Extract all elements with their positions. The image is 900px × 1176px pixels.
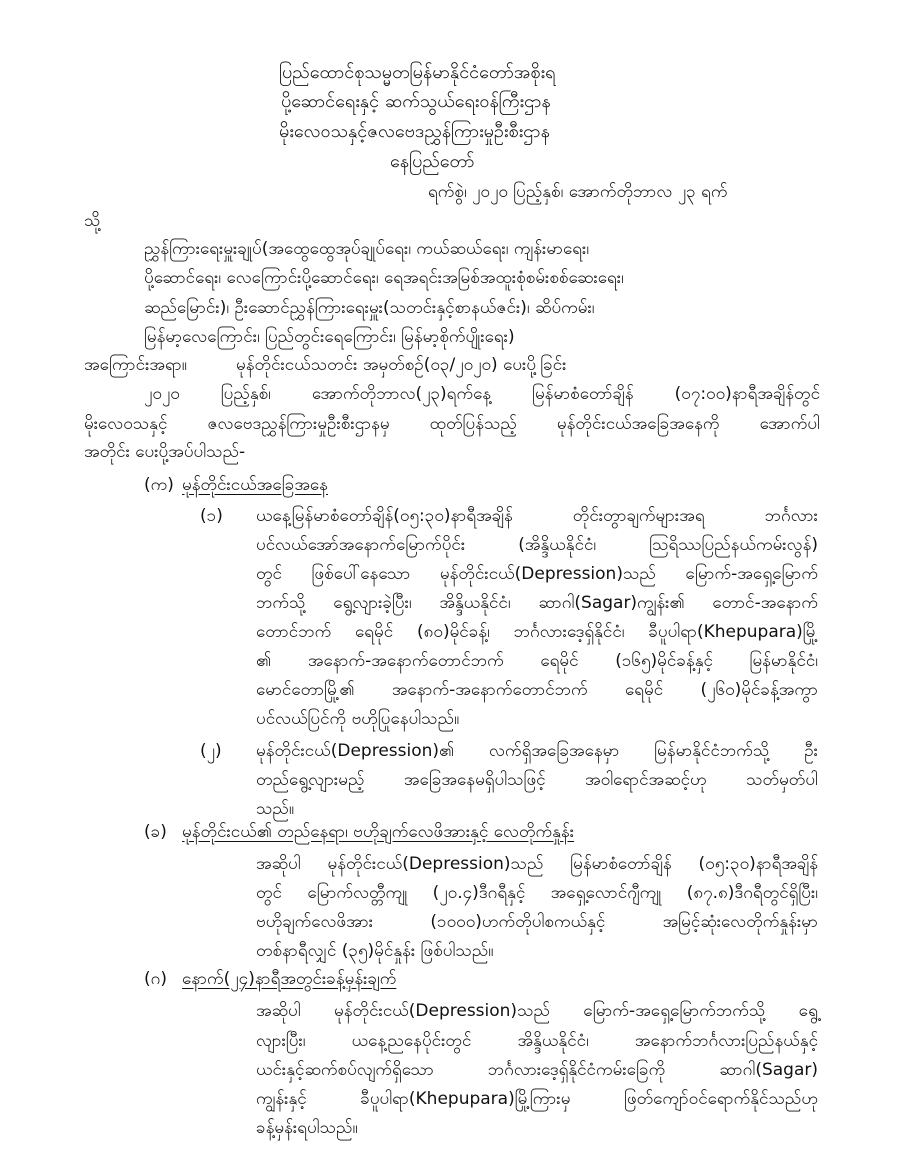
section-a-item1-line: တွင် ဖြစ်ပေါ်နေသော မုန်တိုင်းငယ်(Depression)သည် မြောက်-အရှေ့မြောက် [256, 564, 818, 584]
section-c-line: အဆိုပါ မုန်တိုင်းငယ်(Depression)သည် မြောက်-အရှေ့မြောက်ဘက်သို့ ရွေ့ [256, 1001, 818, 1021]
letterhead-line-2: ပို့ဆောင်ရေးနှင့် ဆက်သွယ်ရေးဝန်ကြီးဌာန [281, 91, 551, 112]
recipient-line-4: မြန်မာ့လေကြောင်း၊ ပြည်တွင်းရေကြောင်း၊ မြန်မာ့စိုက်ပျိုးရေး) [144, 327, 515, 347]
section-a-item2-line: တည်ရွေ့လျားမည့် အခြေအနေမရှိပါသဖြင့် အဝါရောင်အဆင့်ဟု သတ်မှတ်ပါ [256, 770, 818, 790]
subject-label: အကြောင်းအရာ။ [84, 355, 187, 375]
section-a-item1-number: (၁) [200, 506, 223, 526]
section-a-item1-line: ပင်လယ်အော်အနောက်မြောက်ပိုင်း (အိန္ဒိယနိုင်ငံ၊ ဩရိဿပြည်နယ်ကမ်းလွန်) [256, 535, 818, 555]
section-a-heading: မုန်တိုင်းငယ်အခြေအနေ [182, 475, 328, 495]
section-c-line: ခန့်မှန်းရပါသည်။ [256, 1118, 358, 1138]
section-c-line: ယင်းနှင့်ဆက်စပ်လျက်ရှိသော ဘင်္ဂလားဒေ့ရှ်နိုင်ငံကမ်းခြေကို ဆာဂါ(Sagar) [256, 1060, 818, 1080]
section-a-number: (က) [144, 475, 174, 495]
recipient-line-3: ဆည်မြောင်း)၊ ဦးဆောင်ညွှန်ကြားရေးမှူး(သတင်းနှင့်စာနယ်ဇင်း)၊ ဆိပ်ကမ်း၊ [144, 298, 595, 318]
intro-line-2: မိုးလေဝသနှင့် ဇလဗေဒညွှန်ကြားမှုဦးစီးဌာနမှ ထုတ်ပြန်သည့် မုန်တိုင်းငယ်အခြေအနေကို အောက်ပါ [84, 414, 820, 434]
letterhead-line-1: ပြည်ထောင်စုသမ္မတမြန်မာနိုင်ငံတော်အစိုးရ [279, 62, 556, 83]
section-b-line: တွင် မြောက်လတ္တီကျု (၂၀.၄)ဒီဂရီနှင့် အရှေ့လောင်ဂျီကျု (၈၇.၈)ဒီဂရီတွင်ရှိပြီး၊ [256, 883, 818, 903]
section-a-item1-line: မောင်တောမြို့၏ အနောက်-အနောက်တောင်ဘက် ရေမိုင် (၂၆၀)မိုင်ခန့်အကွာ [256, 680, 818, 700]
section-b-number: (ခ) [144, 822, 167, 842]
date-line: ရက်စွဲ၊ ၂၀၂၀ ပြည့်နှစ်၊ အောက်တိုဘာလ ၂၃ ရက် [428, 182, 728, 202]
recipient-line-1: ညွှန်ကြားရေးမှူးချုပ်(အထွေထွေအုပ်ချုပ်ရေး၊ ကယ်ဆယ်ရေး၊ ကျန်းမာရေး၊ [144, 239, 590, 259]
section-c-number: (ဂ) [144, 969, 167, 989]
section-a-item1-line: ၏ အနောက်-အနောက်တောင်ဘက် ရေမိုင် (၁၆၅)မိုင်ခန့်နှင့် မြန်မာနိုင်ငံ၊ [256, 651, 818, 671]
section-b-line: အဆိုပါ မုန်တိုင်းငယ်(Depression)သည် မြန်မာစံတော်ချိန် (၀၅:၃၀)နာရီအချိန် [256, 854, 818, 874]
to-label: သို့ [84, 211, 101, 231]
letterhead-line-3: မိုးလေဝသနှင့်ဇလဗေဒညွှန်ကြားမှုဦးစီးဌာန [279, 121, 550, 142]
section-a-item1-line: တောင်ဘက် ရေမိုင် (၈၀)မိုင်ခန့်၊ ဘင်္ဂလားဒေ့ရှ်နိုင်ငံ၊ ခီပူပါရာ(Khepupara)မြို့ [256, 622, 818, 642]
section-c-heading: နောက်(၂၄)နာရီအတွင်းခန့်မှန်းချက် [182, 969, 397, 989]
subject-text: မုန်တိုင်းငယ်သတင်း အမှတ်စဉ်(၀၃/၂၀၂၀) ပေးပို့ခြင်း [236, 355, 567, 375]
section-a-item2-line: မုန်တိုင်းငယ်(Depression)၏ လက်ရှိအခြေအနေမှာ မြန်မာနိုင်ငံဘက်သို့ ဦး [256, 741, 818, 761]
section-c-line: လျားပြီး၊ ယနေ့ညနေပိုင်းတွင် အိန္ဒိယနိုင်ငံ၊ အနောက်ဘင်္ဂလားပြည်နယ်နှင့် [256, 1031, 818, 1051]
section-b-line: ဗဟိုချက်လေဖိအား (၁၀၀၀)ဟက်တိုပါစကယ်နှင့် အမြင့်ဆုံးလေတိုက်နှုန်းမှာ [256, 912, 818, 932]
section-b-line: တစ်နာရီလျှင် (၃၅)မိုင်နှုန်း ဖြစ်ပါသည်။ [256, 941, 494, 961]
section-a-item1-line: ပင်လယ်ပြင်ကို ဗဟိုပြုနေပါသည်။ [256, 709, 460, 729]
section-a-item2-line: သည်။ [256, 799, 295, 819]
section-a-item2-number: (၂) [200, 741, 222, 761]
intro-line-3: အတိုင်း ပေးပို့အပ်ပါသည်- [84, 442, 246, 462]
recipient-line-2: ပို့ဆောင်ရေး၊ လေကြောင်းပို့ဆောင်ရေး၊ ရေအရင်းအမြစ်အထူးစုံစမ်းစစ်ဆေးရေး၊ [144, 268, 624, 288]
section-c-line: ကျွန်းနှင့် ခီပူပါရာ(Khepupara)မြို့ကြားမှ ဖြတ်ကျော်ဝင်ရောက်နိုင်သည်ဟု [256, 1089, 818, 1109]
section-a-item1-line: ယနေ့မြန်မာစံတော်ချိန်(၀၅:၃၀)နာရီအချိန် တိုင်းတွာချက်များအရ ဘင်္ဂလား [256, 506, 818, 526]
intro-line-1: ၂၀၂၀ ပြည့်နှစ်၊ အောက်တိုဘာလ(၂၃)ရက်နေ့ မြန်မာစံတော်ချိန် (၀၇:၀၀)နာရီအချိန်တွင် [144, 384, 820, 404]
section-b-heading: မုန်တိုင်းငယ်၏ တည်နေရာ၊ ဗဟိုချက်လေဖိအားနှင့် လေတိုက်နှုန်း [182, 822, 575, 842]
letterhead-line-4: နေပြည်တော် [390, 151, 475, 172]
section-a-item1-line: ဘက်သို့ ရွေ့လျားခဲ့ပြီး၊ အိန္ဒိယနိုင်ငံ၊ ဆာဂါ(Sagar)ကျွန်း၏ တောင်-အနောက် [256, 593, 818, 613]
